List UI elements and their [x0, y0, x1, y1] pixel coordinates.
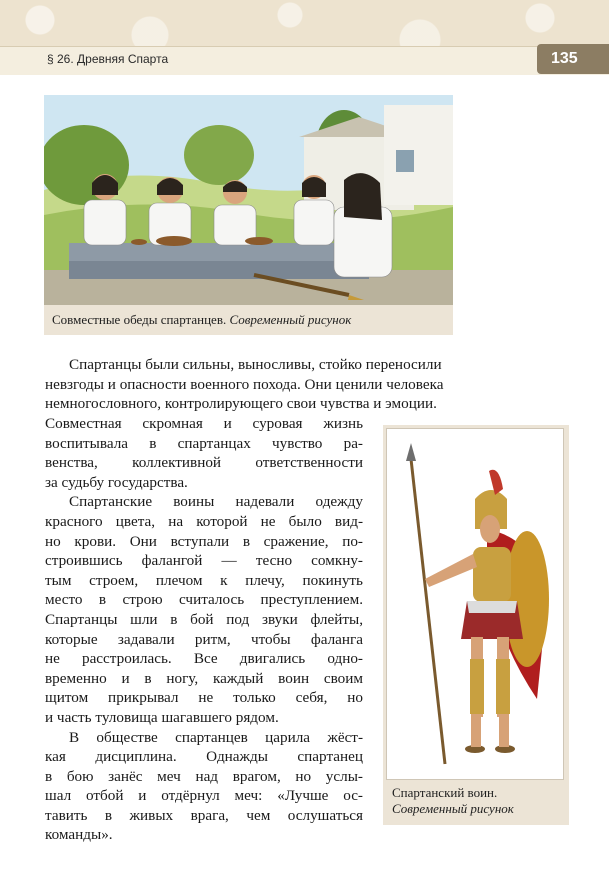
page-number: 135 [537, 44, 609, 74]
text-line: Спартанские воины надевали одежду [69, 493, 363, 511]
dinner-caption-italic: Современный рисунок [229, 312, 352, 327]
warrior-figure [383, 425, 569, 825]
text-line: тым строем, плечом к плечу, покинуть [45, 571, 363, 589]
warrior-caption-plain: Спартанский воин. [392, 785, 498, 800]
text-line: кая дисциплина. Однажды спартанец [45, 748, 363, 766]
text-line: строившись фалангой — тесно сомкну- [45, 552, 363, 570]
text-line: но крови. Они вступали в сражение, по- [45, 532, 363, 550]
spartan-dinner-illustration [44, 95, 453, 305]
text-line: Спартанцы были сильны, выносливы, стойко переносили [69, 356, 442, 373]
text-line: немногословного, контролирующего свои чувства и эмоции. [45, 395, 437, 413]
paragraph-intro [45, 355, 530, 414]
text-line: в бою занёс меч над врагом, но услы- [45, 767, 363, 785]
text-line: невзгоды и опасности военного похода. Они ценили человека [45, 375, 444, 393]
dinner-caption-plain: Совместные обеды спартанцев. [52, 312, 227, 327]
text-line: тавить в живых врага, чем ослушаться [45, 806, 363, 824]
warrior-frame [386, 428, 564, 780]
text-line: временно и в ногу, каждый воин своим [45, 669, 363, 687]
warrior-caption [392, 785, 514, 817]
text-line: команды». [45, 826, 113, 844]
text-line: красного цвета, на которой не было вид- [45, 512, 363, 530]
text-line: которые задавали ритм, чтобы фаланга [45, 630, 363, 648]
text-line: место в строю считалось преступлением. [45, 591, 363, 609]
section-title: § 26. Древняя Спарта [47, 52, 169, 66]
text-line: шал отбой и отдёрнул меч: «Лучше ос- [45, 787, 363, 805]
text-line: не расстроилась. Все двигались одно- [45, 650, 363, 668]
text-line: венства, коллективной ответственности [45, 454, 363, 472]
text-line: за судьбу государства. [45, 473, 188, 491]
text-line: и часть туловища шагавшего рядом. [45, 708, 279, 726]
warrior-caption-italic: Современный рисунок [392, 801, 514, 816]
text-line: В обществе спартанцев царила жёст- [69, 728, 363, 746]
text-line: воспитывала в спартанцах чувство ра- [45, 434, 363, 452]
spartan-warrior-illustration [387, 429, 563, 779]
dinner-caption [52, 312, 351, 328]
dinner-figure [44, 95, 453, 335]
text-line: щитом прикрывал не только себя, но [45, 689, 363, 707]
text-line: Спартанцы шли в бой под звуки флейты, [45, 610, 363, 628]
text-column [45, 414, 363, 845]
text-line: Совместная скромная и суровая жизнь [45, 415, 363, 432]
